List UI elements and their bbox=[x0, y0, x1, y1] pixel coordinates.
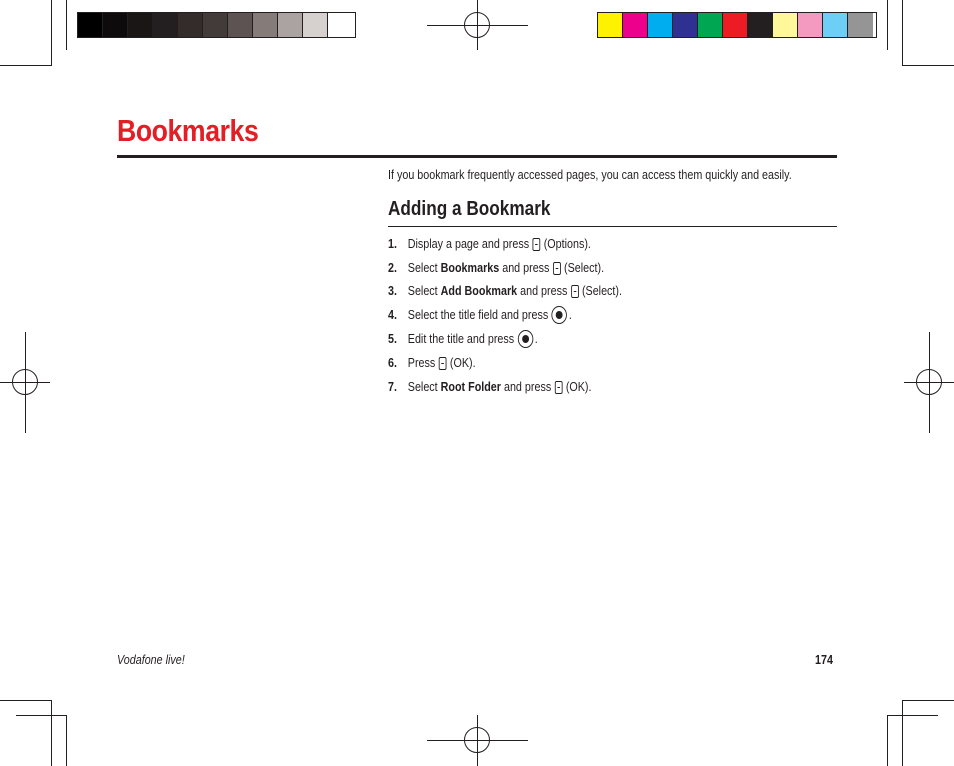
step-text: (OK). bbox=[565, 380, 592, 394]
crop-mark bbox=[902, 700, 903, 766]
step-item bbox=[388, 260, 604, 276]
registration-mark-bottom bbox=[427, 715, 528, 766]
color-swatch bbox=[598, 13, 623, 37]
step-text: (Select). bbox=[581, 284, 622, 298]
crop-mark bbox=[887, 0, 888, 50]
crop-mark bbox=[16, 715, 67, 716]
color-swatch bbox=[153, 13, 178, 37]
step-text: Select the title field and press bbox=[407, 308, 549, 322]
color-swatch bbox=[798, 13, 823, 37]
step-menu-item: Add Bookmark bbox=[440, 284, 518, 298]
step-number: 1. bbox=[388, 237, 397, 251]
step-number: 2. bbox=[388, 261, 397, 275]
step-text: and press bbox=[502, 261, 550, 275]
crop-mark bbox=[902, 65, 954, 66]
center-key-icon bbox=[552, 306, 567, 324]
step-text: (OK). bbox=[449, 356, 476, 370]
registration-mark-top bbox=[427, 0, 528, 50]
step-item bbox=[388, 355, 476, 371]
page-title: Bookmarks bbox=[117, 113, 259, 148]
crop-mark bbox=[887, 715, 888, 766]
page-number: 174 bbox=[815, 653, 833, 667]
soft-key-icon bbox=[571, 285, 579, 298]
step-text: Display a page and press bbox=[407, 237, 530, 251]
center-key-icon bbox=[518, 330, 533, 348]
color-swatch bbox=[623, 13, 648, 37]
title-rule bbox=[117, 155, 837, 158]
step-item bbox=[388, 236, 591, 252]
color-swatch bbox=[748, 13, 773, 37]
crop-mark bbox=[0, 65, 52, 66]
footer-chapter: Vodafone live! bbox=[117, 653, 185, 667]
color-swatch bbox=[848, 13, 873, 37]
color-swatch bbox=[773, 13, 798, 37]
step-text: Select bbox=[407, 284, 438, 298]
registration-mark-right bbox=[904, 332, 954, 433]
step-text: and press bbox=[520, 284, 568, 298]
soft-key-icon bbox=[555, 381, 563, 394]
color-swatch bbox=[103, 13, 128, 37]
step-number: 5. bbox=[388, 332, 397, 346]
step-number: 4. bbox=[388, 308, 397, 322]
step-text: . bbox=[568, 308, 572, 322]
color-swatch bbox=[78, 13, 103, 37]
color-swatch bbox=[723, 13, 748, 37]
step-number: 6. bbox=[388, 356, 397, 370]
color-swatch bbox=[823, 13, 848, 37]
crop-mark bbox=[66, 715, 67, 766]
step-text: Edit the title and press bbox=[407, 332, 515, 346]
step-text: (Options). bbox=[543, 237, 591, 251]
color-swatch bbox=[178, 13, 203, 37]
step-item bbox=[388, 307, 572, 323]
step-text: and press bbox=[503, 380, 552, 394]
soft-key-icon bbox=[439, 357, 447, 370]
registration-mark-left bbox=[0, 332, 50, 433]
color-swatch bbox=[303, 13, 328, 37]
crop-mark bbox=[0, 700, 52, 701]
step-item bbox=[388, 331, 538, 347]
step-number: 3. bbox=[388, 284, 397, 298]
color-swatch bbox=[128, 13, 153, 37]
crop-mark bbox=[51, 0, 52, 66]
step-number: 7. bbox=[388, 380, 397, 394]
step-menu-item: Root Folder bbox=[440, 380, 501, 394]
color-swatch bbox=[328, 13, 353, 37]
crop-mark bbox=[902, 700, 954, 701]
color-swatch bbox=[228, 13, 253, 37]
step-item bbox=[388, 283, 622, 299]
step-item bbox=[388, 379, 591, 395]
step-text: Select bbox=[407, 380, 438, 394]
soft-key-icon bbox=[533, 238, 541, 251]
crop-mark bbox=[887, 715, 938, 716]
step-text: Select bbox=[407, 261, 438, 275]
color-swatch bbox=[698, 13, 723, 37]
color-swatch bbox=[648, 13, 673, 37]
grayscale-color-bar bbox=[77, 12, 356, 38]
intro-text: If you bookmark frequently accessed pages, you can access them quickly and easily. bbox=[388, 168, 792, 182]
color-swatch bbox=[203, 13, 228, 37]
color-swatch bbox=[278, 13, 303, 37]
section-rule bbox=[388, 226, 837, 227]
color-swatch bbox=[253, 13, 278, 37]
process-color-bar bbox=[597, 12, 877, 38]
step-text: Press bbox=[407, 356, 436, 370]
step-text: . bbox=[534, 332, 538, 346]
section-heading: Adding a Bookmark bbox=[388, 198, 551, 220]
crop-mark bbox=[51, 700, 52, 766]
step-menu-item: Bookmarks bbox=[440, 261, 500, 275]
color-swatch bbox=[673, 13, 698, 37]
crop-mark bbox=[902, 0, 903, 66]
step-text: (Select). bbox=[564, 261, 605, 275]
crop-mark bbox=[66, 0, 67, 50]
soft-key-icon bbox=[553, 262, 561, 275]
